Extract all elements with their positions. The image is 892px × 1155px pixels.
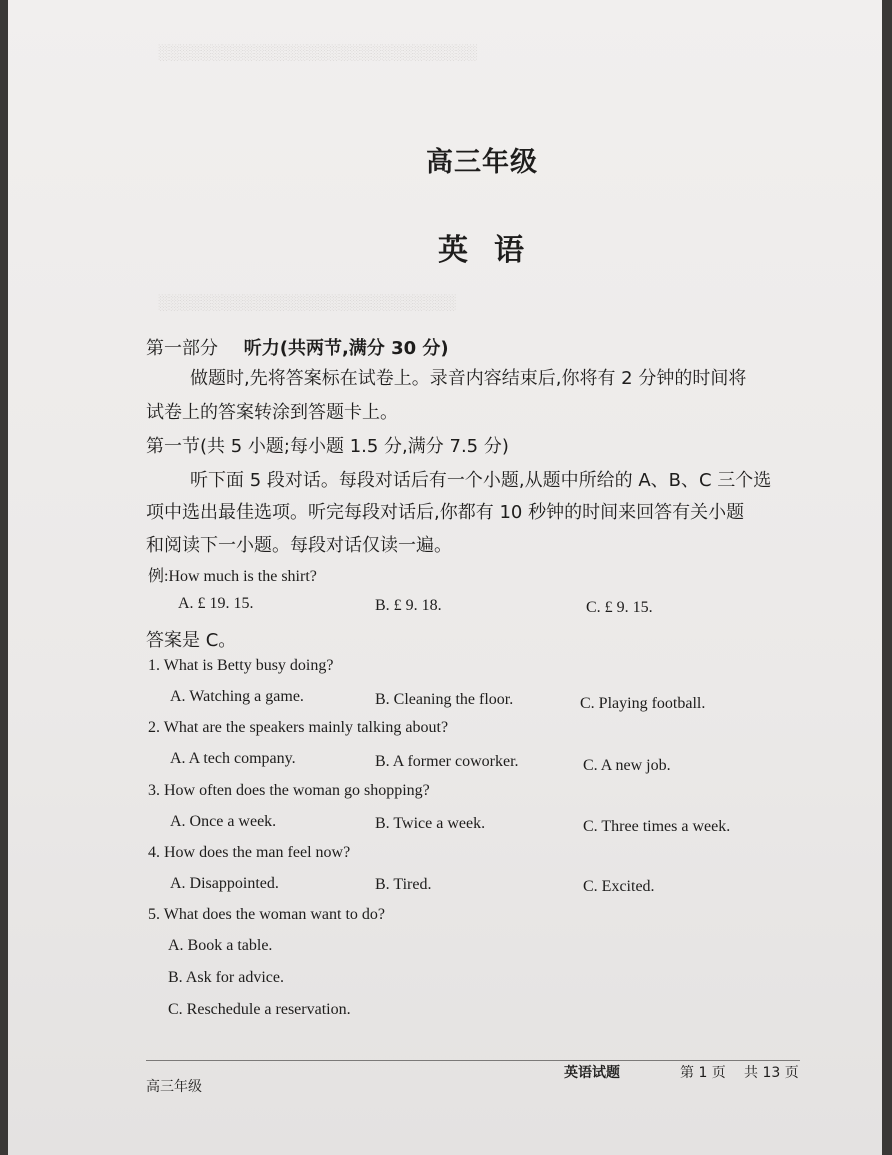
example-answer: 答案是 C。 xyxy=(146,630,237,651)
question-option: C. Reschedule a reservation. xyxy=(168,1001,351,1018)
grade-title: 高三年级 xyxy=(426,147,538,178)
part1-heading xyxy=(146,334,449,360)
section1-heading: 第一节(共 5 小题;每小题 1.5 分,满分 7.5 分) xyxy=(146,436,509,457)
question-stem: 3. How often does the woman go shopping? xyxy=(148,782,430,799)
question-option: B. Tired. xyxy=(375,876,432,893)
section1-instructions-line2: 项中选出最佳选项。听完每段对话后,你都有 10 秒钟的时间来回答有关小题 xyxy=(146,502,745,523)
question-stem: 1. What is Betty busy doing? xyxy=(148,657,334,674)
question-option: B. A former coworker. xyxy=(375,753,519,770)
question-stem: 4. How does the man feel now? xyxy=(148,844,351,861)
example-option-c: C. £ 9. 15. xyxy=(586,599,653,616)
question-option: A. Disappointed. xyxy=(170,875,279,892)
part1-instructions-line2: 试卷上的答案转涂到答题卡上。 xyxy=(146,402,398,423)
question-option: B. Cleaning the floor. xyxy=(375,691,514,708)
question-option: A. A tech company. xyxy=(170,750,296,767)
part1-heading-label: 第一部分 xyxy=(146,338,218,359)
footer-page-total: 共 13 页 xyxy=(744,1065,799,1081)
part1-instructions-line1: 做题时,先将答案标在试卷上。录音内容结束后,你将有 2 分钟的时间将 xyxy=(190,368,747,389)
footer-divider xyxy=(146,1060,800,1061)
question-option: A. Once a week. xyxy=(170,813,277,830)
part1-heading-detail: 听力(共两节,满分 30 分) xyxy=(243,338,449,359)
bleed-through-text: ░░░░░░░░░░░░░░░░░░░░░░░░░░░░░░ xyxy=(158,45,477,61)
example-option-a: A. £ 19. 15. xyxy=(178,595,254,612)
example-option-b: B. £ 9. 18. xyxy=(375,597,442,614)
question-option: B. Twice a week. xyxy=(375,815,486,832)
question-option: A. Book a table. xyxy=(168,937,273,954)
section1-instructions-line3: 和阅读下一小题。每段对话仅读一遍。 xyxy=(146,535,452,556)
footer-subject: 英语试题 xyxy=(564,1065,620,1081)
question-stem: 5. What does the woman want to do? xyxy=(148,906,385,923)
exam-page xyxy=(8,0,882,1155)
subject-title: 英语 xyxy=(438,233,550,268)
section1-instructions-line1: 听下面 5 段对话。每段对话后有一个小题,从题中所给的 A、B、C 三个选 xyxy=(190,470,772,491)
question-option: C. A new job. xyxy=(583,757,671,774)
footer-page-number: 第 1 页 xyxy=(680,1065,726,1081)
example-prompt: 例:How much is the shirt? xyxy=(148,568,317,585)
question-option: C. Playing football. xyxy=(580,695,706,712)
question-option: C. Excited. xyxy=(583,878,655,895)
question-option: B. Ask for advice. xyxy=(168,969,284,986)
bleed-through-text: ░░░░░░░░░░░░░░░░░░░░░░░░░░░░ xyxy=(158,295,456,311)
question-option: A. Watching a game. xyxy=(170,688,304,705)
question-stem: 2. What are the speakers mainly talking about? xyxy=(148,719,449,736)
footer-grade: 高三年级 xyxy=(146,1079,202,1095)
question-option: C. Three times a week. xyxy=(583,818,731,835)
